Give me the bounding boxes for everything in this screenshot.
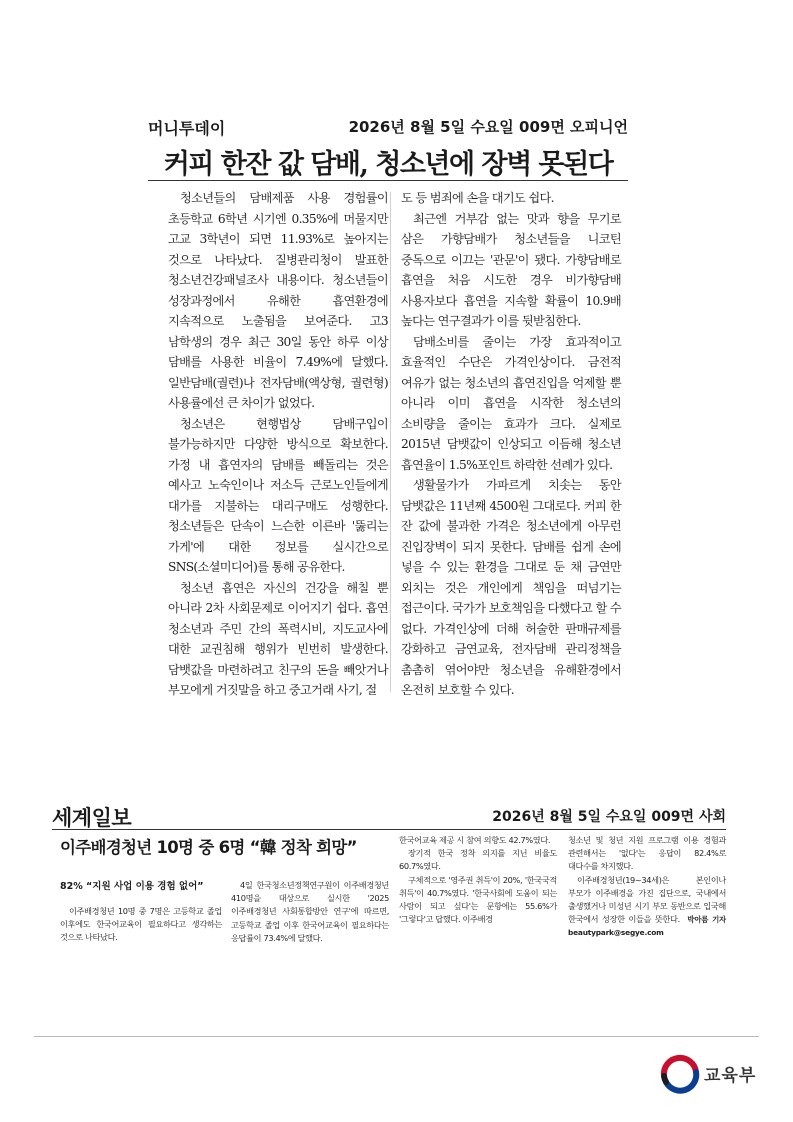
article2-column-2 (231, 879, 389, 945)
article2-paragraph: 장기적 한국 정착 의지를 지닌 비율도 60.7%였다. (399, 848, 557, 872)
article2-lead (60, 905, 222, 945)
article2-paragraph: 이주배경청년 10명 중 7명은 고등학교 졸업 이후에도 한국어교육이 필요하다고 생각하는 것으로 나타났다. (60, 906, 222, 943)
article1-headline: 커피 한잔 값 담배, 청소년에 장벽 못된다 (163, 149, 613, 180)
article2-paragraph: 한국어교육 제공 시 참여 의향도 42.7%였다. (399, 835, 551, 845)
article2-subheadline: 82% “지원 사업 이용 경험 없어” (60, 881, 204, 892)
ministry-logo-icon (660, 1054, 700, 1094)
article1-divider (148, 180, 628, 181)
article2-paragraph-text: 이주배경청년(19~34세)은 본인이나 부모가 이주배경을 가진 집단으로, 국내에서 출생했거나 미성년 시기 부모 동반으로 입국해 한국에서 성장한 이들을 뜻한다. (568, 874, 726, 925)
article1-paragraph: 최근엔 거부감 없는 맛과 향을 무기로 삼은 가향담배가 청소년들을 니코틴 중독으로 이끄는 '관문'이 됐다. 가향담배로 흡연을 처음 시도한 경우 비가향담배 사용자보다 흡연을 지속할 확률이 10.9배 높다는 연구결과가 이를 뒷받침한다. (401, 211, 621, 328)
article2-column-3 (399, 834, 557, 926)
article2-date-section: 2026년 8월 5일 수요일 009면 사회 (492, 809, 726, 825)
article1-paragraph: 생활물가가 가파르게 치솟는 동안 담뱃값은 11년째 4500원 그대로다. 커피 한 잔 값에 불과한 가격은 청소년에게 아무런 진입장벽이 되지 못한다. 담배를 쉽게 손에 넣을 수 있는 환경을 그대로 둔 채 금연만 외치는 것은 개인에게 책임을 떠넘기는 접근이다. 국가가 보호책임을 다했다고 할 수 없다. 가격인상에 더해 허술한 판매규제를 강화하고 금연교육, 전자담배 관리정책을 촘촘히 엮어야만 청소년을 유해환경에서 온전히 보호할 수 있다. (401, 478, 621, 697)
article2-paragraph: 청소년 및 청년 지원 프로그램 이용 경험과 관련해서는 '없다'는 응답이 82.4%로 대다수를 차지했다. (568, 835, 726, 872)
article2-column-4 (568, 834, 726, 940)
article2-paragraph: 4일 한국청소년정책연구원이 이주배경청년 410명을 대상으로 실시한 '2025 이주배경청년 사회통합방안 연구'에 따르면, 고등학교 졸업 이후 한국어교육이 필요하다는 응답률이 73.4%에 달했다. (231, 880, 389, 943)
article2-divider (52, 829, 726, 830)
article2-headline: 이주배경청년 10명 중 6명 “韓 정착 희망” (60, 838, 357, 857)
article2-byline: 박아름 기자 beautypark@segye.com (568, 915, 726, 938)
article1-paragraph: 청소년 흡연은 자신의 건강을 해칠 뿐 아니라 2차 사회문제로 이어지기 쉽다. 흡연 청소년과 주민 간의 폭력시비, 지도교사에 대한 교권침해 행위가 빈번히 발생한다. 담뱃값을 마련하려고 친구의 돈을 빼앗거나 부모에게 거짓말을 하고 중고거래 사기, 절 (168, 580, 388, 697)
column-divider (390, 192, 391, 692)
footer-divider (34, 1036, 759, 1037)
article1-paragraph: 도 등 범죄에 손을 대기도 쉽다. (401, 191, 554, 205)
article1-newspaper-name: 머니투데이 (148, 119, 226, 138)
ministry-name: 교육부 (704, 1066, 757, 1086)
article2-newspaper-name: 세계일보 (52, 805, 132, 830)
article1-column-2 (401, 188, 621, 701)
article1-column-1 (168, 188, 388, 701)
article2-paragraph (568, 874, 726, 940)
article1-paragraph: 청소년은 현행법상 담배구입이 불가능하지만 다양한 방식으로 확보한다. 가정 내 흡연자의 담배를 빼돌리는 것은 예사고 노숙인이나 저소득 근로노인들에게 대가를 지불하는 대리구매도 성행한다. 청소년들은 단속이 느슨한 이른바 '뚫리는 가게'에 대한 정보를 실시간으로 SNS(소셜미디어)를 통해 공유한다. (168, 416, 388, 574)
article1-date-section: 2026년 8월 5일 수요일 009면 오피니언 (348, 118, 628, 136)
article1-header (148, 116, 628, 138)
article1-paragraph: 청소년들의 담배제품 사용 경험률이 초등학교 6학년 시기엔 0.35%에 머물지만 고교 3학년이 되면 11.93%로 높아지는 것으로 나타났다. 질병관리청이 발표한 청소년건강패널조사 내용이다. 청소년들이 성장과정에서 유해한 흡연환경에 지속적으로 노출됨을 보여준다. 고3 남학생의 경우 최근 30일 동안 하루 이상 담배를 사용한 비율이 7.49%에 달했다. 일반담배(궐련)나 전자담배(액상형, 궐련형) 사용률에선 큰 차이가 없었다. (168, 191, 388, 410)
article1-paragraph: 담배소비를 줄이는 가장 효과적이고 효율적인 수단은 가격인상이다. 금전적 여유가 없는 청소년의 흡연진입을 억제할 뿐 아니라 이미 흡연을 시작한 청소년의 소비량을 줄이는 효과가 크다. 실제로 2015년 담뱃값이 인상되고 이듬해 청소년 흡연율이 1.5%포인트 하락한 선례가 있다. (401, 334, 621, 472)
article2-paragraph: 구체적으로 '영주권 취득'이 20%, '한국국적 취득'이 40.7%였다. '한국사회에 도움이 되는 사람이 되고 싶다'는 문항에는 55.6%가 '그렇다'고 답했다. 이주배경 (399, 874, 557, 925)
